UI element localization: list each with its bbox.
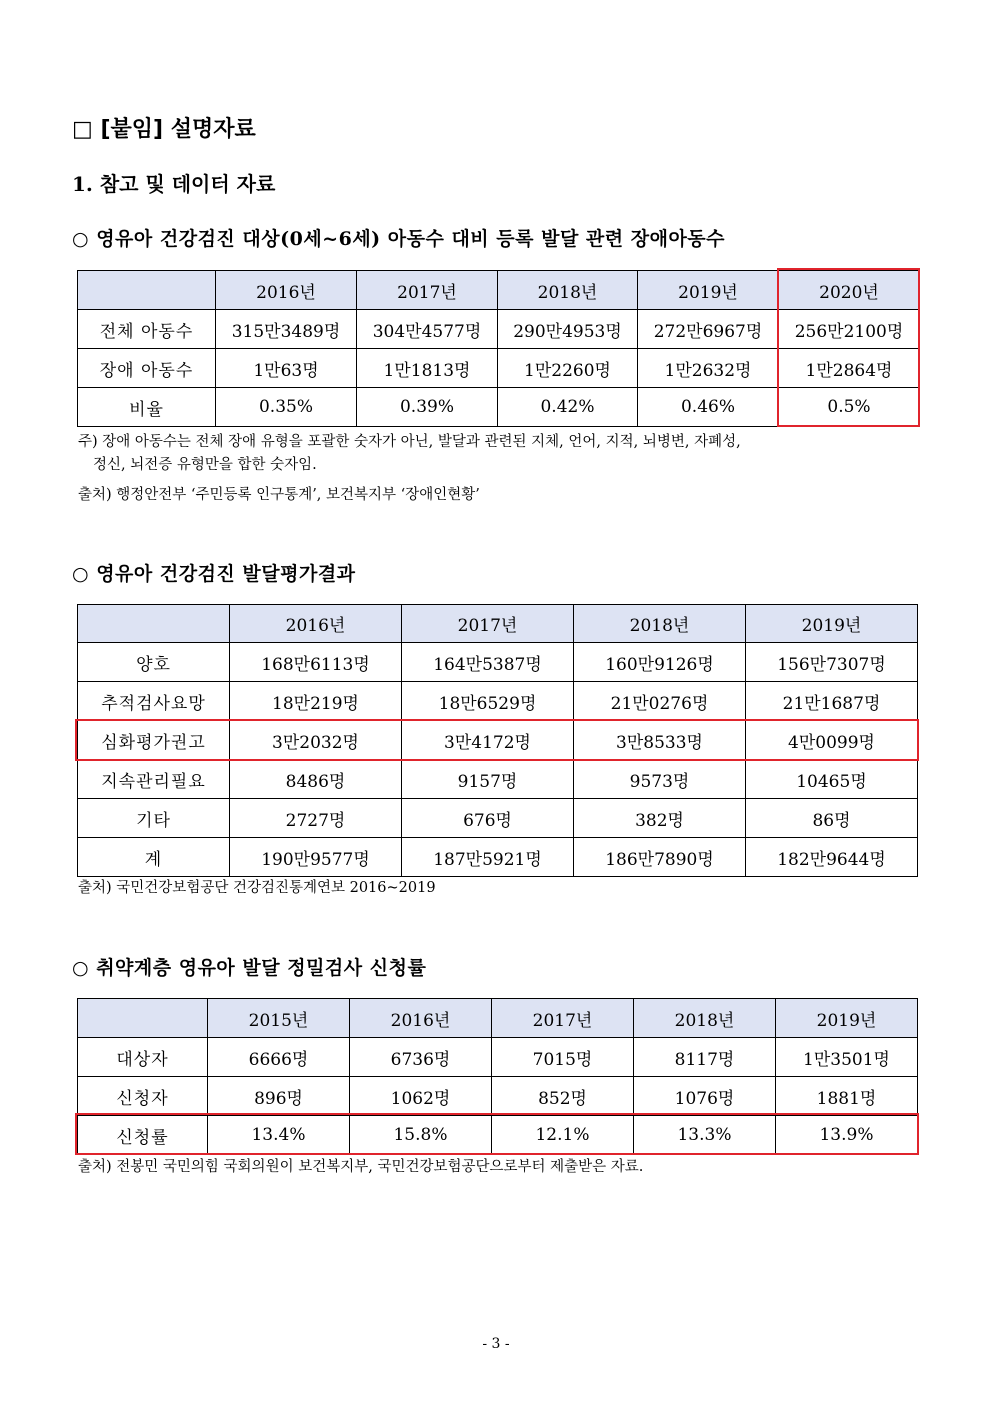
table-row [78,349,920,388]
table-cell: 3만8533명 [574,721,746,760]
table-cell: 160만9126명 [574,643,746,682]
table-cell: 1881명 [776,1077,918,1116]
table-cell: 896명 [208,1077,350,1116]
table1-source: 출처) 행정안전부 ‘주민등록 인구통계’, 보건복지부 ‘장애인현황’ [78,487,480,503]
table3-header-cell: 2019년 [776,999,918,1038]
row-label: 전체 아동수 [78,310,216,349]
table-cell: 0.35% [216,388,357,427]
table-cell: 21만1687명 [746,682,918,721]
table-cell: 3만4172명 [402,721,574,760]
table-row [78,310,920,349]
table1-header-cell: 2016년 [216,271,357,310]
table-cell: 164만5387명 [402,643,574,682]
table-cell: 21만0276명 [574,682,746,721]
table3-title: ○ 취약계층 영유아 발달 정밀검사 신청률 [72,957,427,979]
table-row [78,799,918,838]
table-cell: 1076명 [634,1077,776,1116]
table1-note-line1: 주) 장애 아동수는 전체 장애 유형을 포괄한 숫자가 아닌, 발달과 관련된 지체, 언어, 지적, 뇌병변, 자폐성, [78,434,741,450]
row-label: 장애 아동수 [78,349,216,388]
table3-header-cell: 2015년 [208,999,350,1038]
table-cell: 315만3489명 [216,310,357,349]
table-cell: 13.3% [634,1116,776,1155]
table3-header-cell: 2016년 [350,999,492,1038]
table-cell: 190만9577명 [230,838,402,877]
table2-header-cell: 2018년 [574,605,746,643]
table3-header-row [78,999,918,1038]
table-cell: 1만2260명 [498,349,638,388]
table3-header-cell [78,999,208,1038]
table3 [77,998,918,1155]
table2 [77,604,918,877]
table-cell: 10465명 [746,760,918,799]
table-cell: 1만2632명 [638,349,779,388]
table2-header-cell: 2017년 [402,605,574,643]
row-label: 기타 [78,799,230,838]
table-cell: 9157명 [402,760,574,799]
table1-title: ○ 영유아 건강검진 대상(0세~6세) 아동수 대비 등록 발달 관련 장애아동수 [72,228,726,250]
table1-header-cell: 2020년 [779,271,920,310]
table-cell: 6736명 [350,1038,492,1077]
table-cell: 12.1% [492,1116,634,1155]
table-cell: 290만4953명 [498,310,638,349]
table2-title: ○ 영유아 건강검진 발달평가결과 [72,563,356,585]
table-cell: 0.39% [357,388,498,427]
table-cell: 8117명 [634,1038,776,1077]
section-title: 1. 참고 및 데이터 자료 [72,172,276,196]
table-cell: 2727명 [230,799,402,838]
table2-source: 출처) 국민건강보험공단 건강검진통계연보 2016~2019 [78,880,436,896]
table-cell: 676명 [402,799,574,838]
table-cell: 13.4% [208,1116,350,1155]
table-row [78,388,920,427]
table-row [78,760,918,799]
row-label: 계 [78,838,230,877]
table-cell: 852명 [492,1077,634,1116]
table-row [78,1038,918,1077]
table3-source: 출처) 전봉민 국민의힘 국회의원이 보건복지부, 국민건강보험공단으로부터 제출받은 자료. [78,1159,644,1175]
table-cell: 13.9% [776,1116,918,1155]
table1-note-line2: 정신, 뇌전증 유형만을 합한 숫자임. [93,457,317,473]
table-cell: 1만3501명 [776,1038,918,1077]
table1-header-cell [78,271,216,310]
table-cell: 0.46% [638,388,779,427]
table1-header-cell: 2019년 [638,271,779,310]
table-cell: 9573명 [574,760,746,799]
table1-header-row [78,271,920,310]
table-cell: 186만7890명 [574,838,746,877]
table-cell: 7015명 [492,1038,634,1077]
table-cell: 382명 [574,799,746,838]
table-cell: 304만4577명 [357,310,498,349]
table-cell: 86명 [746,799,918,838]
table-row [78,721,918,760]
row-label: 지속관리필요 [78,760,230,799]
table3-header-cell: 2018년 [634,999,776,1038]
table2-header-cell: 2019년 [746,605,918,643]
table-cell: 272만6967명 [638,310,779,349]
table-cell: 168만6113명 [230,643,402,682]
table2-header-row [78,605,918,643]
row-label: 양호 [78,643,230,682]
table1-header-cell: 2017년 [357,271,498,310]
table-row [78,1116,918,1155]
table-cell: 18만6529명 [402,682,574,721]
table1 [77,270,920,427]
row-label: 비율 [78,388,216,427]
table-cell: 6666명 [208,1038,350,1077]
table-row [78,682,918,721]
row-label: 신청자 [78,1077,208,1116]
table-row [78,838,918,877]
row-label: 대상자 [78,1038,208,1077]
table-cell: 3만2032명 [230,721,402,760]
row-label: 심화평가권고 [78,721,230,760]
table1-header-cell: 2018년 [498,271,638,310]
table-cell: 1만63명 [216,349,357,388]
table-cell: 256만2100명 [779,310,920,349]
table2-header-cell [78,605,230,643]
table-cell: 1만2864명 [779,349,920,388]
table-cell: 8486명 [230,760,402,799]
table-cell: 4만0099명 [746,721,918,760]
table-cell: 1만1813명 [357,349,498,388]
table-row [78,1077,918,1116]
table-cell: 0.5% [779,388,920,427]
table-cell: 1062명 [350,1077,492,1116]
page-number: - 3 - [482,1336,510,1352]
row-label: 신청률 [78,1116,208,1155]
page-heading: □ [붙임] 설명자료 [72,117,256,142]
table-cell: 182만9644명 [746,838,918,877]
row-label: 추적검사요망 [78,682,230,721]
table-cell: 15.8% [350,1116,492,1155]
table2-header-cell: 2016년 [230,605,402,643]
table3-header-cell: 2017년 [492,999,634,1038]
table-cell: 187만5921명 [402,838,574,877]
table-cell: 18만219명 [230,682,402,721]
table-row [78,643,918,682]
table-cell: 156만7307명 [746,643,918,682]
table-cell: 0.42% [498,388,638,427]
